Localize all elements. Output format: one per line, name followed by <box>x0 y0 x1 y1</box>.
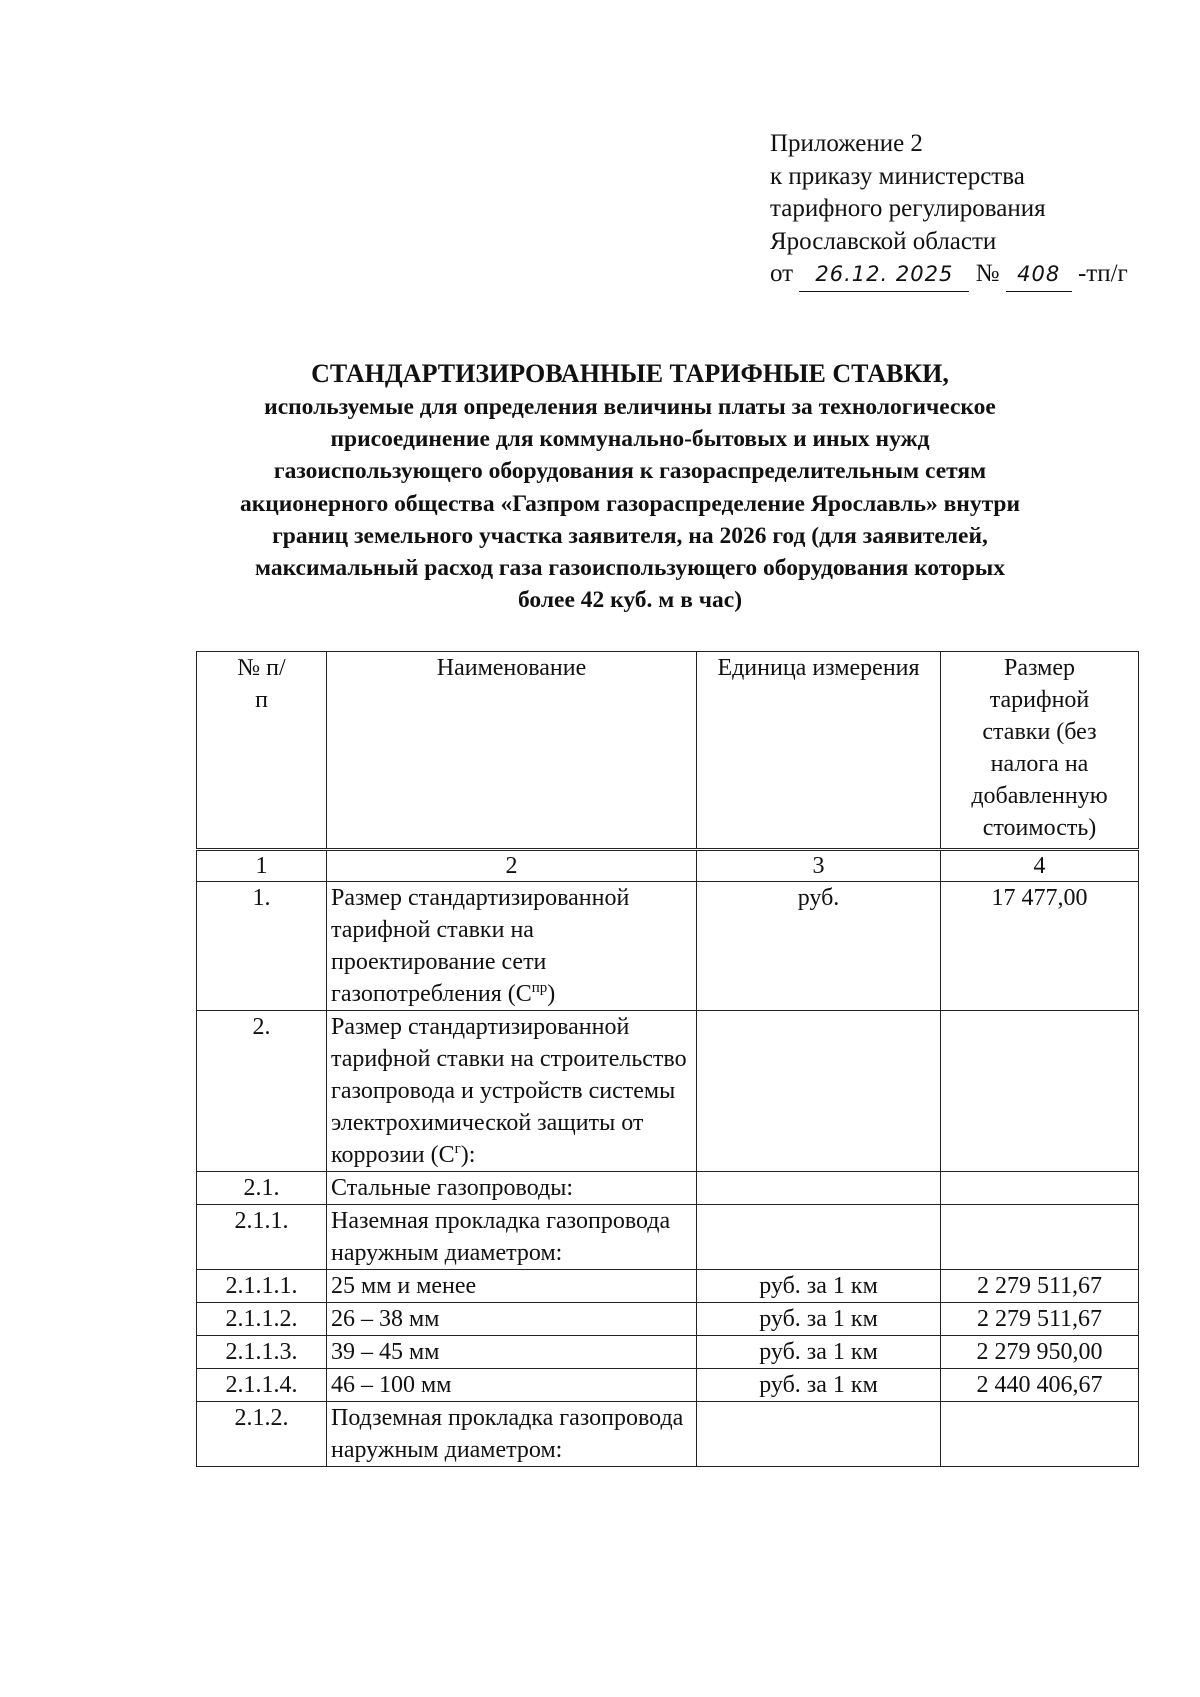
row-rate: 2 440 406,67 <box>941 1369 1139 1402</box>
header-name: Наименование <box>327 652 697 850</box>
row-unit: руб. за 1 км <box>697 1270 941 1303</box>
tariff-rates-table <box>196 651 1139 1467</box>
row-name-text: Размер стандартизированной тарифной ставки на строительство газопровода и устройств системы электрохимической защиты от коррозии (С <box>331 1014 687 1168</box>
column-index-1: 1 <box>197 850 327 882</box>
title-line-3: газоиспользующего оборудования к газораспределительным сетям <box>273 458 987 485</box>
table-row <box>197 1270 1139 1303</box>
row-rate: 2 279 511,67 <box>941 1270 1139 1303</box>
table-row <box>197 1369 1139 1402</box>
row-rate: 2 279 950,00 <box>941 1336 1139 1369</box>
row-unit <box>697 1172 941 1205</box>
from-prefix: от <box>770 260 794 287</box>
row-rate <box>941 1011 1139 1172</box>
row-name-text: 26 – 38 мм <box>331 1306 440 1332</box>
number-suffix: -тп/г <box>1077 260 1128 287</box>
row-name-text: 39 – 45 мм <box>331 1339 440 1365</box>
row-name <box>327 1172 697 1205</box>
row-number: 2.1.1.3. <box>197 1336 327 1369</box>
row-name <box>327 1011 697 1172</box>
row-number: 1. <box>197 882 327 1011</box>
row-name-tail: ): <box>460 1142 476 1168</box>
row-unit: руб. <box>697 882 941 1011</box>
row-name-text: Размер стандартизированной тарифной ставки на проектирование сети газопотребления (С <box>331 885 630 1007</box>
row-number: 2.1.1. <box>197 1205 327 1270</box>
title-line-4: акционерного общества «Газпром газораспределение Ярославль» внутри <box>239 490 1021 517</box>
row-number: 2.1.1.4. <box>197 1369 327 1402</box>
row-rate <box>941 1402 1139 1467</box>
table-row <box>197 1172 1139 1205</box>
column-index-2: 2 <box>327 850 697 882</box>
header-num: № п/п <box>197 652 327 850</box>
row-name <box>327 1336 697 1369</box>
table-row <box>197 1205 1139 1270</box>
document-title: СТАНДАРТИЗИРОВАННЫЕ ТАРИФНЫЕ СТАВКИ, <box>311 359 949 388</box>
title-line-7: более 42 куб. м в час) <box>517 587 743 614</box>
row-rate <box>941 1205 1139 1270</box>
handwritten-date: 26.12. 2025 <box>799 258 969 292</box>
row-unit <box>697 1205 941 1270</box>
row-name-superscript: пр <box>531 980 548 996</box>
row-rate: 2 279 511,67 <box>941 1303 1139 1336</box>
column-index-3: 3 <box>697 850 941 882</box>
table-row <box>197 1303 1139 1336</box>
table-row <box>197 1011 1139 1172</box>
row-name-text: Подземная прокладка газопровода наружным диаметром: <box>331 1405 684 1463</box>
document-title-block <box>190 357 1070 616</box>
row-number: 2. <box>197 1011 327 1172</box>
handwritten-number: 408 <box>1006 258 1072 292</box>
header-rate: Размер тарифной ставки (без налога на добавленную стоимость) <box>941 652 1139 850</box>
row-name <box>327 1270 697 1303</box>
region-name-line: Ярославской области <box>770 227 997 255</box>
title-line-5: границ земельного участка заявителя, на 2026 год (для заявителей, <box>272 522 988 549</box>
row-name-superscript: г <box>454 1141 461 1157</box>
row-name-tail: ) <box>547 981 556 1007</box>
row-name-text: 46 – 100 мм <box>331 1372 452 1398</box>
row-name <box>327 1205 697 1270</box>
appendix-title: Приложение 2 <box>770 130 923 157</box>
row-name-text: 25 мм и менее <box>331 1273 477 1299</box>
title-line-6: максимальный расход газа газоиспользующего оборудования которых <box>255 555 1005 582</box>
row-unit <box>697 1402 941 1467</box>
row-unit: руб. за 1 км <box>697 1369 941 1402</box>
order-reference-line: к приказу министерства <box>770 162 1025 190</box>
table-row <box>197 882 1139 1011</box>
appendix-header <box>770 128 1128 292</box>
row-rate <box>941 1172 1139 1205</box>
row-number: 2.1.1.2. <box>197 1303 327 1336</box>
column-index-4: 4 <box>941 850 1139 882</box>
row-name <box>327 1369 697 1402</box>
row-number: 2.1.1.1. <box>197 1270 327 1303</box>
row-name <box>327 1303 697 1336</box>
table-row <box>197 1336 1139 1369</box>
table-header-row <box>197 652 1139 850</box>
row-number: 2.1. <box>197 1172 327 1205</box>
title-line-1: используемые для определения величины платы за технологическое <box>264 394 996 420</box>
number-prefix: № <box>975 260 1000 287</box>
order-date-number-line <box>770 258 1128 292</box>
header-unit: Единица измерения <box>697 652 941 850</box>
row-name-text: Стальные газопроводы: <box>331 1175 574 1201</box>
ministry-name-line: тарифного регулирования <box>770 195 1046 222</box>
row-name <box>327 1402 697 1467</box>
row-name <box>327 882 697 1011</box>
table-row <box>197 1402 1139 1467</box>
row-name-text: Наземная прокладка газопровода наружным диаметром: <box>331 1208 671 1266</box>
row-number: 2.1.2. <box>197 1402 327 1467</box>
row-unit <box>697 1011 941 1172</box>
column-index-row <box>197 850 1139 882</box>
title-line-2: присоединение для коммунально-бытовых и иных нужд <box>330 426 930 453</box>
row-rate: 17 477,00 <box>941 882 1139 1011</box>
row-unit: руб. за 1 км <box>697 1303 941 1336</box>
row-unit: руб. за 1 км <box>697 1336 941 1369</box>
